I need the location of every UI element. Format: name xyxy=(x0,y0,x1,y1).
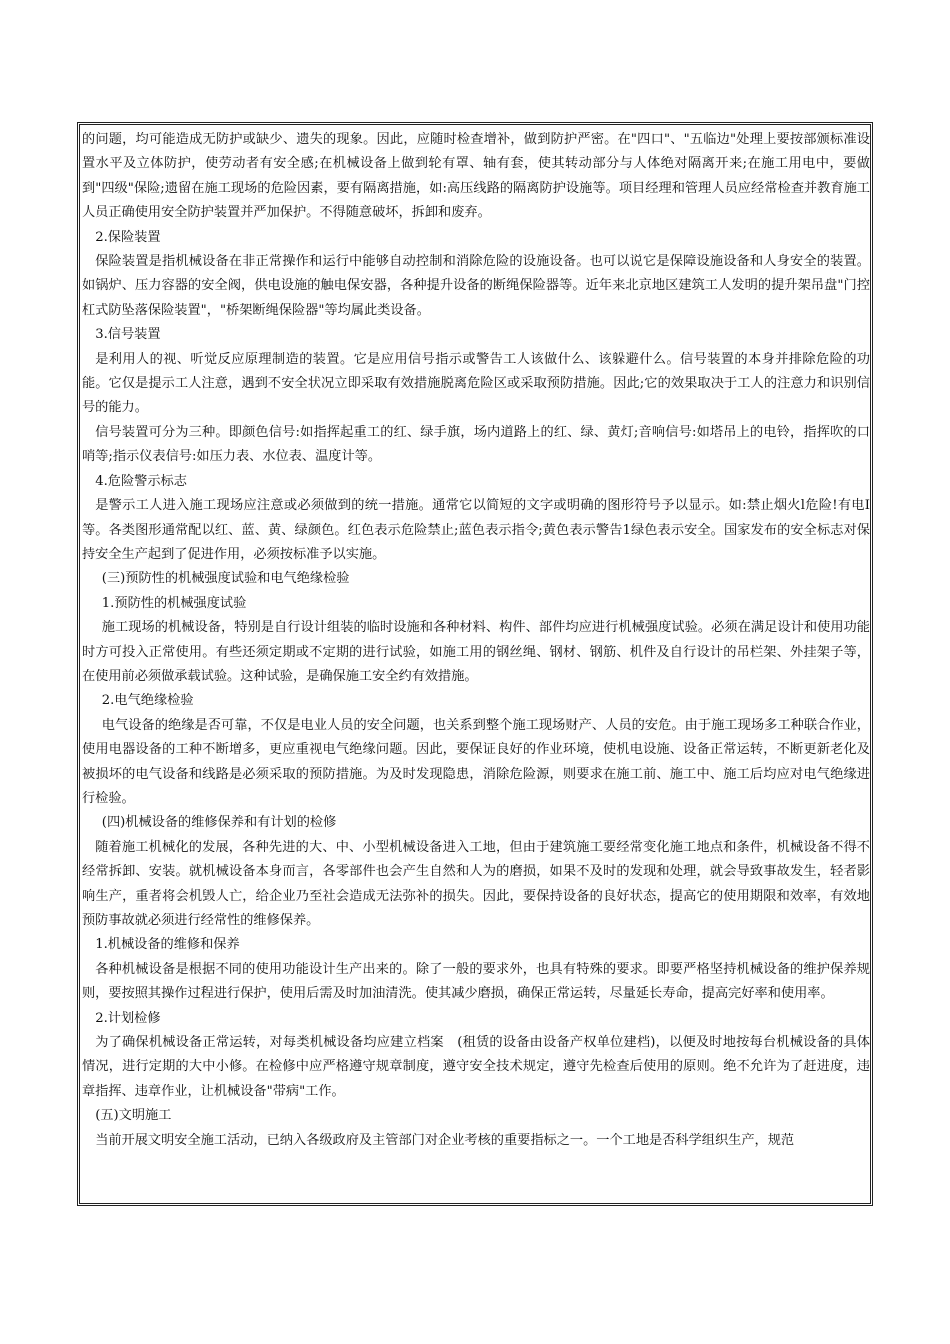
paragraph-signal-device: 是利用人的视、听觉反应原理制造的装置。它是应用信号指示或警告工人该做什么、该躲避什么。信号装置的本身并排除危险的功能。它仅是提示工人注意，遇到不安全状况立即采取有效措施脱离危险区或采取预防措施。因此;它的效果取决于工人的注意力和识别信号的能力。 xyxy=(82,351,870,416)
paragraph-signal-types: 信号装置可分为三种。即颜色信号:如指挥起重工的红、绿手旗，场内道路上的红、绿、黄灯;音响信号:如塔吊上的电铃，指挥吹的口哨等;指示仪表信号:如压力表、水位表、温度计等。 xyxy=(82,424,870,465)
heading-planned-repair: 2.计划检修 xyxy=(95,1010,161,1026)
heading-signal-device: 3.信号装置 xyxy=(95,327,161,343)
heading-maintenance: 1.机械设备的维修和保养 xyxy=(95,937,240,953)
heading-safety-device: 2.保险装置 xyxy=(95,229,161,245)
paragraph-maintenance: 各种机械设备是根据不同的使用功能设计生产出来的。除了一般的要求外，也具有特殊的要求。即要严格坚持机械设备的维护保养规则，要按照其操作过程进行保护，使用后需及时加油清洗。使其减少磨损，确保正常运转，尽量延长寿命，提高完好率和使用率。 xyxy=(82,961,870,1002)
heading-warning-signs: 4.危险警示标志 xyxy=(95,473,187,489)
paragraph-insulation-test: 电气设备的绝缘是否可靠，不仅是电业人员的安全问题，也关系到整个施工现场财产、人员的安危。由于施工现场多工种联合作业，使用电器设备的工种不断增多，更应重视电气绝缘问题。因此，要保证良好的作业环境，使机电设施、设备正常运转，不断更新老化及被损坏的电气设备和线路是必须采取的预防措施。为及时发现隐患，消除危险源，则要求在施工前、施工中、施工后均应对电气绝缘进行检验。 xyxy=(82,717,870,806)
paragraph-strength-test: 施工现场的机械设备，特别是自行设计组装的临时设施和各种材料、构件、部件均应进行机械强度试验。必须在满足设计和使用功能时方可投入正常使用。有些还须定期或不定期的进行试验，如施工用的钢丝绳、钢材、钢筋、机件及自行设计的吊栏架、外挂架子等，在使用前必须做承载试验。这种试验，是确保施工安全约有效措施。 xyxy=(82,620,870,684)
paragraph-civilized-construction: 当前开展文明安全施工活动，已纳入各级政府及主管部门对企业考核的重要指标之一。一个工地是否科学组织生产，规范 xyxy=(95,1132,795,1148)
heading-section-three: (三)预防性的机械强度试验和电气绝缘检验 xyxy=(101,571,350,587)
paragraph-protection-continued: 的问题，均可能造成无防护或缺少、遗失的现象。因此，应随时检查增补，做到防护严密。在"四口"、"五临边"处理上要按部颁标准设置水平及立体防护，使劳动者有安全感;在机械设备上做到轮有罩、轴有套，使其转动部分与人体绝对隔离开来;在施工用电中，要做到"四级"保险;遗留在施工现场的危险因素，要有隔离措施，如:高压线路的隔离防护设施等。项目经理和管理人员应经常检查并教育施工人员正确使用安全防护装置并严加保护。不得随意破坏，拆卸和废弃。 xyxy=(82,132,870,221)
document-body xyxy=(82,128,870,1153)
paragraph-safety-device: 保险装置是指机械设备在非正常操作和运行中能够自动控制和消除危险的设施设备。也可以说它是保障设施设备和人身安全的装置。如锅炉、压力容器的安全阀，供电设施的触电保安器，各种提升设备的断绳保险器等。近年来北京地区建筑工人发明的提升架吊盘"门控杠式防坠落保险装置"，"桥架断绳保险器"等均属此类设备。 xyxy=(82,254,870,318)
heading-insulation-test: 2.电气绝缘检验 xyxy=(101,693,194,709)
heading-section-four: (四)机械设备的维修保养和有计划的检修 xyxy=(101,815,337,831)
heading-section-five: (五)文明施工 xyxy=(95,1108,172,1124)
paragraph-maintenance-intro: 随着施工机械化的发展，各种先进的大、中、小型机械设备进入工地，但由于建筑施工要经常变化施工地点和条件，机械设备不得不经常拆卸、安装。就机械设备本身而言，各零部件也会产生自然和人为的磨损，如果不及时的发现和处理，就会导致事故发生，轻者影响生产，重者将会机毁人亡，给企业乃至社会造成无法弥补的损失。因此，要保持设备的良好状态，提高它的使用期限和效率，有效地预防事故就必须进行经常性的维修保养。 xyxy=(82,839,870,928)
paragraph-planned-repair: 为了确保机械设备正常运转，对每类机械设备均应建立档案 (租赁的设备由设备产权单位建档)，以便及时地按每台机械设备的具体情况，进行定期的大中小修。在检修中应严格遵守规章制度，遵守安全技术规定，遵守先检查后使用的原则。绝不允许为了赶进度，违章指挥、违章作业，让机械设备"带病"工作。 xyxy=(82,1035,870,1099)
paragraph-warning-signs: 是警示工人进入施工现场应注意或必须做到的统一措施。通常它以简短的文字或明确的图形符号予以显示。如:禁止烟火l危险!有电I等。各类图形通常配以红、蓝、黄、绿颜色。红色表示危险禁止;蓝色表示指令;黄色表示警告1绿色表示安全。国家发布的安全标志对保持安全生产起到了促进作用，必须按标准予以实施。 xyxy=(82,498,870,562)
heading-strength-test: 1.预防性的机械强度试验 xyxy=(101,595,247,611)
